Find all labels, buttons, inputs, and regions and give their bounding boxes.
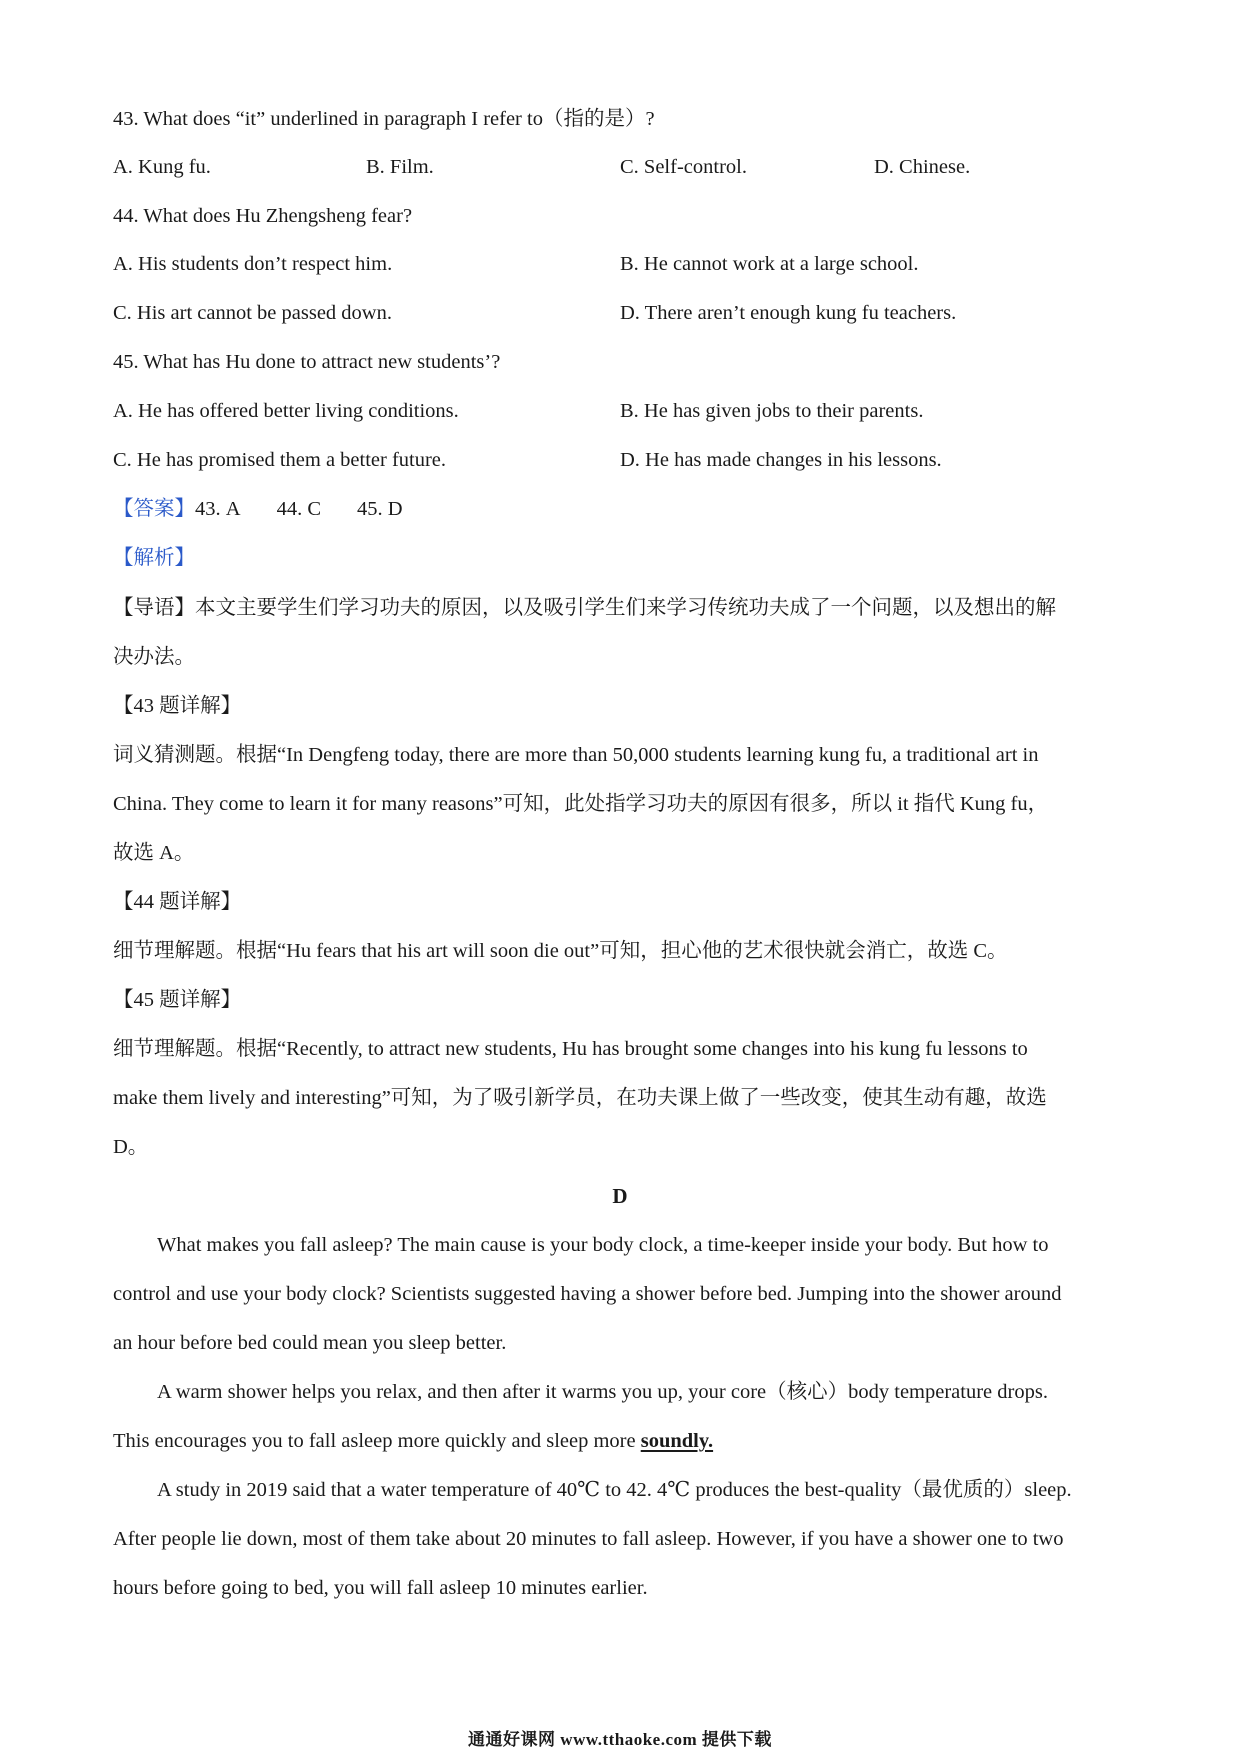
footer-watermark-text: 通通好课网 www.tthaoke.com 提供下载	[468, 1730, 772, 1749]
q43-option-c: C. Self-control.	[620, 156, 747, 178]
detail-43-line-1: 词义猜测题。根据“In Dengfeng today, there are more than 50,000 students learning kung fu, a traditional art in	[113, 744, 1039, 766]
q43-option-b: B. Film.	[366, 156, 434, 178]
guide-line-1	[113, 594, 1056, 622]
section-d-heading: D	[612, 1184, 628, 1208]
answer-item: 44. C	[276, 498, 321, 520]
section-d-p2-line-1: A warm shower helps you relax, and then after it warms you up, your core（核心）body temperature drops.	[157, 1381, 1048, 1403]
section-d-p3-line-3: hours before going to bed, you will fall asleep 10 minutes earlier.	[113, 1577, 648, 1599]
section-d-p1-line-3: an hour before bed could mean you sleep better.	[113, 1332, 507, 1354]
detail-43-heading: 【43 题详解】	[113, 695, 242, 717]
section-d-p2-text: This encourages you to fall asleep more quickly and sleep more	[113, 1430, 641, 1452]
q45-option-d: D. He has made changes in his lessons.	[620, 449, 942, 471]
answer-line	[113, 495, 403, 523]
q43-option-a: A. Kung fu.	[113, 156, 211, 178]
detail-44-line-1: 细节理解题。根据“Hu fears that his art will soon die out”可知，担心他的艺术很快就会消亡，故选 C。	[113, 940, 1008, 962]
q44-option-a: A. His students don’t respect him.	[113, 253, 393, 275]
question-45-stem: 45. What has Hu done to attract new students’?	[113, 351, 501, 373]
detail-43-line-2: China. They come to learn it for many reasons”可知，此处指学习功夫的原因有很多，所以 it 指代 Kung fu，	[113, 793, 1049, 815]
q43-option-d: D. Chinese.	[874, 156, 971, 178]
section-d-p1-line-1: What makes you fall asleep? The main cause is your body clock, a time-keeper inside your body. But how to	[157, 1234, 1049, 1256]
answer-item: 45. D	[357, 498, 403, 520]
question-43-stem: 43. What does “it” underlined in paragraph I refer to（指的是）?	[113, 108, 655, 130]
detail-44-heading: 【44 题详解】	[113, 891, 242, 913]
detail-45-heading: 【45 题详解】	[113, 989, 242, 1011]
underlined-word: soundly.	[640, 1430, 714, 1452]
section-d-p1-line-2: control and use your body clock? Scientists suggested having a shower before bed. Jumping into the shower around	[113, 1283, 1062, 1305]
section-d-p2-line-2	[113, 1427, 713, 1455]
q44-option-d: D. There aren’t enough kung fu teachers.	[620, 302, 957, 324]
guide-line-2: 决办法。	[113, 646, 195, 668]
detail-45-line-3: D。	[113, 1136, 149, 1158]
section-d-p3-line-2: After people lie down, most of them take about 20 minutes to fall asleep. However, if you have a shower one to two	[113, 1528, 1064, 1550]
q45-option-a: A. He has offered better living conditions.	[113, 400, 459, 422]
answer-tag: 【答案】	[113, 498, 195, 520]
q44-option-b: B. He cannot work at a large school.	[620, 253, 919, 275]
guide-text: 本文主要学生们学习功夫的原因，以及吸引学生们来学习传统功夫成了一个问题，以及想出的解	[195, 597, 1056, 619]
detail-45-line-1: 细节理解题。根据“Recently, to attract new students, Hu has brought some changes into his kung fu lessons to	[113, 1038, 1028, 1060]
guide-tag: 【导语】	[113, 597, 195, 619]
answer-item: 43. A	[195, 498, 241, 520]
question-44-stem: 44. What does Hu Zhengsheng fear?	[113, 205, 413, 227]
q45-option-c: C. He has promised them a better future.	[113, 449, 447, 471]
detail-43-line-3: 故选 A。	[113, 842, 195, 864]
analysis-tag: 【解析】	[113, 547, 195, 569]
q45-option-b: B. He has given jobs to their parents.	[620, 400, 924, 422]
detail-45-line-2: make them lively and interesting”可知，为了吸引新学员，在功夫课上做了一些改变，使其生动有趣，故选	[113, 1087, 1047, 1109]
section-d-p3-line-1: A study in 2019 said that a water temperature of 40℃ to 42. 4℃ produces the best-quality（最优质的）sleep.	[157, 1479, 1072, 1501]
q44-option-c: C. His art cannot be passed down.	[113, 302, 392, 324]
